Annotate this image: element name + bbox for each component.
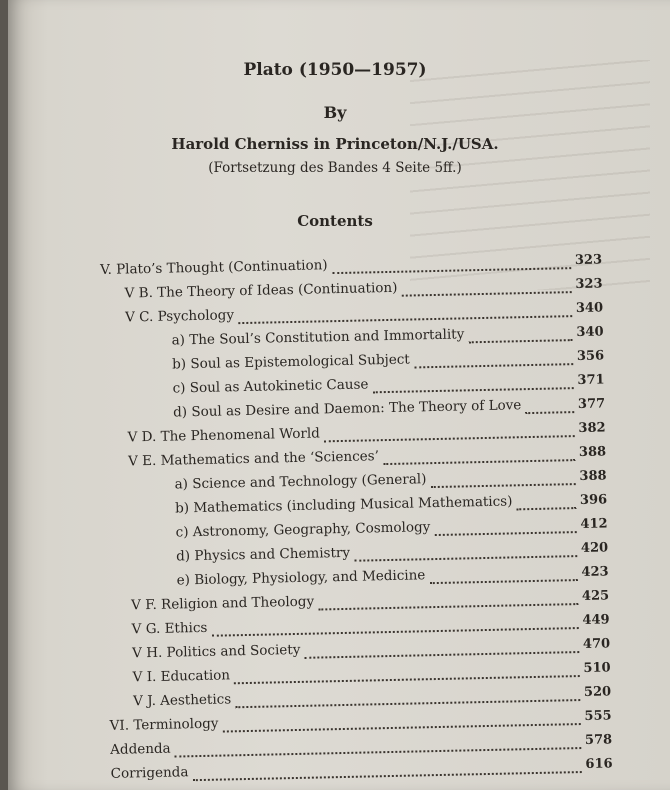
toc-entry-label: V J. Aesthetics [133, 691, 232, 710]
toc-entry-page: 382 [578, 420, 606, 437]
dot-leader [383, 459, 575, 465]
toc-entry-page: 425 [581, 588, 610, 604]
toc-entry-label: a) The Soul’s Constitution and Immortality [171, 326, 465, 349]
toc-entry-label: V. Plato’s Thought (Continuation) [100, 257, 328, 278]
dot-leader [212, 627, 579, 637]
toc-entry-label: c) Astronomy, Geography, Cosmology [175, 519, 431, 541]
toc-entry-page: 470 [582, 636, 611, 652]
dot-leader [332, 267, 571, 274]
toc-entry-page: 340 [575, 300, 604, 317]
toc-entry-label: V H. Politics and Society [132, 641, 301, 662]
toc-entry-label: V G. Ethics [131, 619, 208, 638]
toc-entry-label: V I. Education [132, 667, 231, 686]
toc-entry-page: 510 [583, 660, 611, 676]
toc-entry-label: c) Soul as Autokinetic Cause [172, 376, 369, 397]
toc-entry-page: 371 [577, 372, 605, 389]
dot-leader [234, 675, 579, 684]
toc-entry-label: Corrigenda [110, 764, 189, 782]
toc-entry-page: 423 [581, 564, 609, 580]
dot-leader [414, 363, 573, 368]
toc-entry-page: 323 [574, 252, 603, 269]
dot-leader [402, 291, 572, 297]
toc-entry-label: V F. Religion and Theology [131, 593, 315, 614]
toc-entry-label: b) Soul as Epistemological Subject [171, 351, 410, 373]
dot-leader [193, 771, 582, 781]
dot-leader [235, 699, 580, 708]
toc-entry-page: 356 [576, 348, 605, 365]
toc-entry-page: 388 [579, 468, 607, 485]
toc-entry-page: 420 [580, 540, 609, 556]
toc-entry-page: 377 [577, 396, 606, 413]
toc-entry-page: 449 [582, 612, 610, 628]
table-of-contents [100, 251, 613, 789]
dot-leader [175, 747, 581, 758]
toc-entry-page: 520 [583, 684, 612, 700]
dot-leader [238, 315, 572, 324]
dot-leader [324, 435, 575, 442]
toc-entry-page: 555 [584, 708, 612, 724]
toc-entry-label: a) Science and Technology (General) [174, 471, 427, 493]
toc-entry-label: V C. Psychology [124, 307, 235, 326]
toc-entry-page: 616 [585, 756, 613, 772]
dot-leader [223, 723, 581, 732]
toc-entry-label: b) Mathematics (including Musical Mathematics) [175, 493, 513, 517]
toc-entry-page: 388 [578, 444, 607, 461]
dot-leader [305, 651, 580, 659]
toc-entry-label: d) Physics and Chemistry [176, 544, 351, 565]
page-title: Plato (1950—1957) [243, 60, 427, 80]
continuation-note: (Fortsetzung des Bandes 4 Seite 5ff.) [208, 160, 462, 176]
dot-leader [318, 603, 578, 610]
toc-entry-page: 412 [580, 516, 608, 532]
toc-entry-label: d) Soul as Desire and Daemon: The Theory of Love [173, 397, 522, 421]
dot-leader [525, 411, 574, 414]
dot-leader [434, 531, 576, 536]
toc-entry-label: VI. Terminology [109, 715, 219, 734]
toc-entry-label: V E. Mathematics and the ‘Sciences’ [128, 448, 380, 470]
author-line: Harold Cherniss in Princeton/N.J./USA. [171, 135, 499, 153]
toc-entry-page: 323 [575, 276, 603, 293]
dot-leader [429, 579, 577, 584]
toc-entry-page: 396 [579, 492, 608, 508]
toc-entry-page: 578 [584, 732, 613, 748]
toc-entry-label: e) Biology, Physiology, and Medicine [176, 567, 426, 589]
toc-entry-label: V B. The Theory of Ideas (Continuation) [124, 279, 398, 302]
dot-leader [354, 555, 577, 562]
byline-by: By [323, 103, 347, 122]
toc-entry-label: V D. The Phenomenal World [127, 425, 320, 446]
dot-leader [468, 339, 572, 343]
toc-entry-page: 340 [576, 324, 604, 341]
dot-leader [373, 387, 574, 393]
dot-leader [431, 483, 576, 488]
dot-leader [517, 507, 577, 510]
toc-entry-label: Addenda [110, 740, 171, 758]
contents-heading: Contents [297, 212, 373, 230]
